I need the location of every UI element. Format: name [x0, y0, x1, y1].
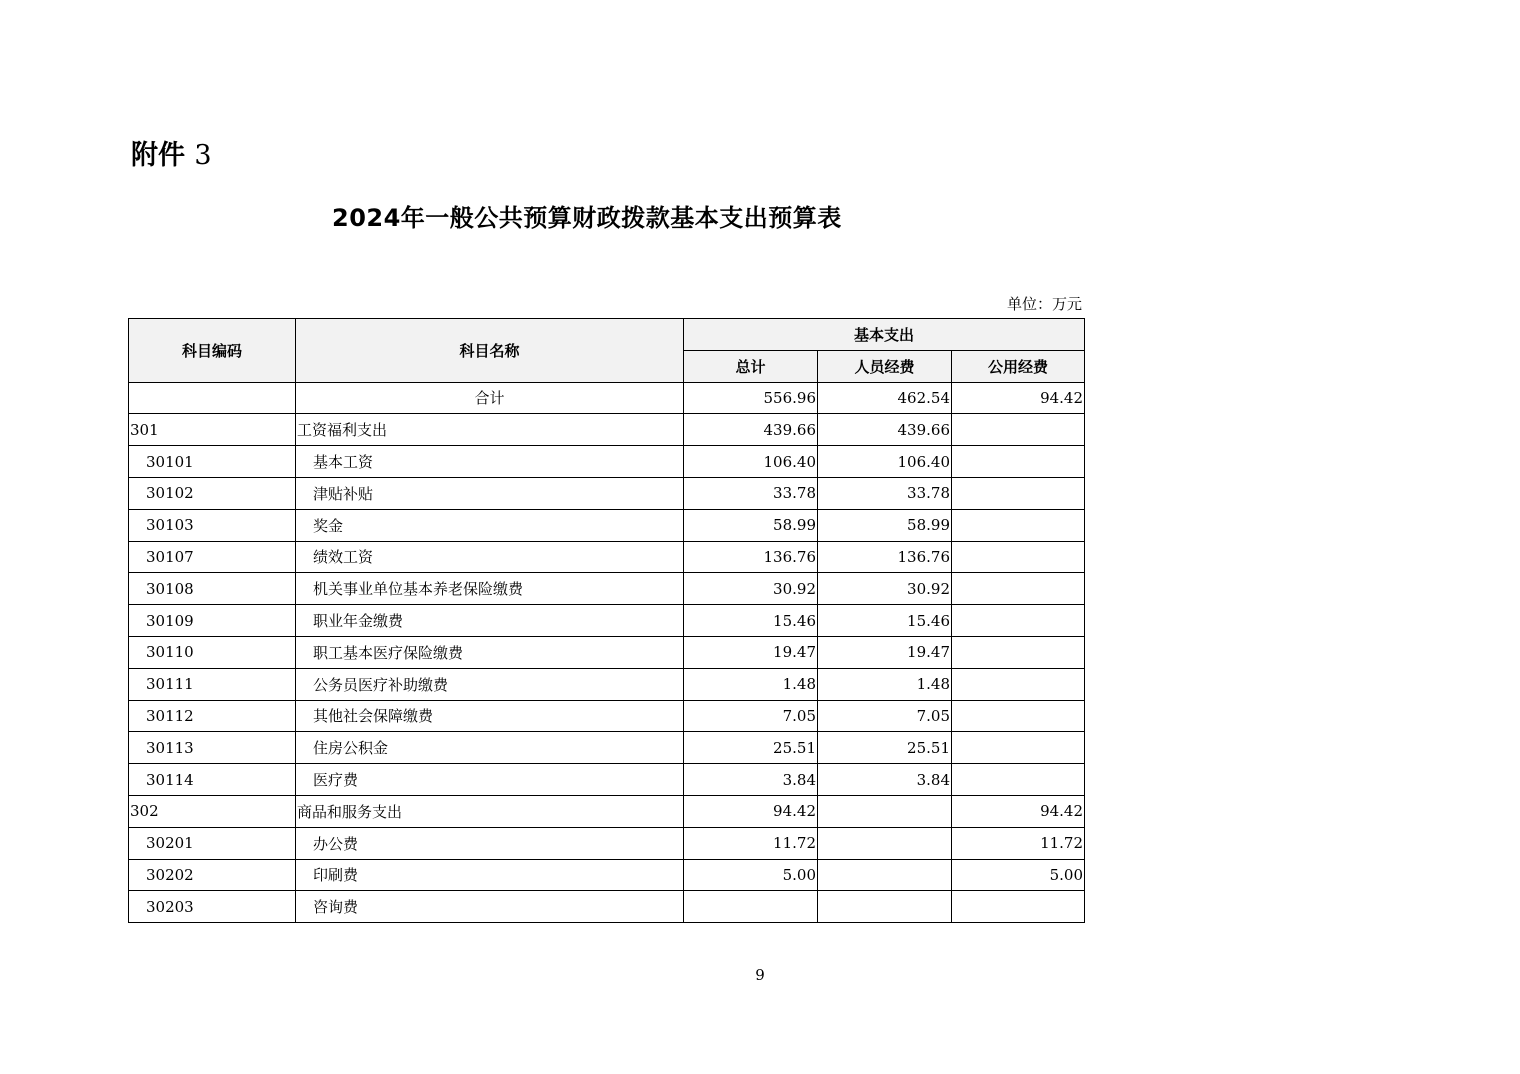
- budget-table: [128, 318, 1085, 923]
- row-code: 30110: [129, 636, 296, 668]
- row-total: 3.84: [684, 764, 818, 796]
- unit-label: 单位：万元: [1006, 295, 1082, 313]
- row-name: 咨询费: [296, 891, 684, 923]
- row-personnel: [818, 891, 952, 923]
- row-total: 136.76: [684, 541, 818, 573]
- table-row: [129, 446, 1085, 478]
- table-row: [129, 859, 1085, 891]
- table-row: [129, 668, 1085, 700]
- table-row: [129, 764, 1085, 796]
- header-code: 科目编码: [129, 319, 296, 383]
- row-public: [952, 668, 1085, 700]
- row-name: 职业年金缴费: [296, 605, 684, 637]
- row-public: [952, 541, 1085, 573]
- row-total: 11.72: [684, 827, 818, 859]
- document-title: 2024年一般公共预算财政拨款基本支出预算表: [332, 204, 842, 232]
- row-name: 住房公积金: [296, 732, 684, 764]
- row-name: 机关事业单位基本养老保险缴费: [296, 573, 684, 605]
- attachment-label-text: 附件: [131, 140, 185, 171]
- table-header-row-1: [129, 319, 1085, 351]
- row-total: 58.99: [684, 509, 818, 541]
- row-name: 工资福利支出: [296, 414, 684, 446]
- row-public: [952, 446, 1085, 478]
- row-code: 30113: [129, 732, 296, 764]
- row-public: [952, 509, 1085, 541]
- row-personnel: 136.76: [818, 541, 952, 573]
- row-name: 商品和服务支出: [296, 795, 684, 827]
- row-name: 公务员医疗补助缴费: [296, 668, 684, 700]
- header-personnel: 人员经费: [818, 350, 952, 382]
- row-name: 办公费: [296, 827, 684, 859]
- header-public: 公用经费: [952, 350, 1085, 382]
- row-code: 30107: [129, 541, 296, 573]
- row-code: 30111: [129, 668, 296, 700]
- row-total: 439.66: [684, 414, 818, 446]
- row-name: 医疗费: [296, 764, 684, 796]
- table-row: [129, 636, 1085, 668]
- row-personnel: [818, 827, 952, 859]
- header-total: 总计: [684, 350, 818, 382]
- row-total: 19.47: [684, 636, 818, 668]
- row-name: 其他社会保障缴费: [296, 700, 684, 732]
- table-row: [129, 732, 1085, 764]
- header-basic-expenditure: 基本支出: [684, 319, 1085, 351]
- row-personnel: [818, 795, 952, 827]
- row-code: 30103: [129, 509, 296, 541]
- row-public: [952, 700, 1085, 732]
- row-code: 30201: [129, 827, 296, 859]
- row-total: 1.48: [684, 668, 818, 700]
- summary-code: [129, 382, 296, 414]
- row-public: [952, 414, 1085, 446]
- row-code: 30102: [129, 477, 296, 509]
- row-personnel: 439.66: [818, 414, 952, 446]
- row-personnel: 106.40: [818, 446, 952, 478]
- row-personnel: 33.78: [818, 477, 952, 509]
- row-total: 25.51: [684, 732, 818, 764]
- row-public: 94.42: [952, 795, 1085, 827]
- row-personnel: 19.47: [818, 636, 952, 668]
- table-row: [129, 700, 1085, 732]
- row-public: [952, 636, 1085, 668]
- table-row: [129, 509, 1085, 541]
- table-row: [129, 477, 1085, 509]
- row-name: 基本工资: [296, 446, 684, 478]
- row-personnel: [818, 859, 952, 891]
- table-row: [129, 414, 1085, 446]
- row-total: 94.42: [684, 795, 818, 827]
- row-public: [952, 764, 1085, 796]
- row-name: 津贴补贴: [296, 477, 684, 509]
- row-public: [952, 732, 1085, 764]
- table-row: [129, 891, 1085, 923]
- row-public: 5.00: [952, 859, 1085, 891]
- summary-label: 合计: [296, 382, 684, 414]
- table-row: [129, 605, 1085, 637]
- row-public: 11.72: [952, 827, 1085, 859]
- row-name: 印刷费: [296, 859, 684, 891]
- row-code: 30112: [129, 700, 296, 732]
- row-name: 绩效工资: [296, 541, 684, 573]
- row-total: 106.40: [684, 446, 818, 478]
- summary-total: 556.96: [684, 382, 818, 414]
- table-row: [129, 573, 1085, 605]
- row-public: [952, 573, 1085, 605]
- row-public: [952, 605, 1085, 637]
- summary-row: [129, 382, 1085, 414]
- attachment-number: 3: [194, 140, 212, 171]
- row-personnel: 15.46: [818, 605, 952, 637]
- row-total: 30.92: [684, 573, 818, 605]
- row-code: 30108: [129, 573, 296, 605]
- row-personnel: 25.51: [818, 732, 952, 764]
- attachment-label: [131, 133, 212, 172]
- row-personnel: 30.92: [818, 573, 952, 605]
- page-number: 9: [755, 966, 765, 984]
- row-total: 5.00: [684, 859, 818, 891]
- row-code: 30202: [129, 859, 296, 891]
- table-row: [129, 827, 1085, 859]
- row-code: 30203: [129, 891, 296, 923]
- row-public: [952, 477, 1085, 509]
- row-code: 301: [129, 414, 296, 446]
- row-name: 奖金: [296, 509, 684, 541]
- table-row: [129, 795, 1085, 827]
- row-code: 30109: [129, 605, 296, 637]
- row-personnel: 7.05: [818, 700, 952, 732]
- summary-personnel: 462.54: [818, 382, 952, 414]
- row-personnel: 3.84: [818, 764, 952, 796]
- row-public: [952, 891, 1085, 923]
- row-total: 15.46: [684, 605, 818, 637]
- row-code: 302: [129, 795, 296, 827]
- row-personnel: 58.99: [818, 509, 952, 541]
- row-total: [684, 891, 818, 923]
- table-row: [129, 541, 1085, 573]
- row-code: 30101: [129, 446, 296, 478]
- row-total: 7.05: [684, 700, 818, 732]
- row-code: 30114: [129, 764, 296, 796]
- summary-public: 94.42: [952, 382, 1085, 414]
- row-personnel: 1.48: [818, 668, 952, 700]
- row-total: 33.78: [684, 477, 818, 509]
- header-name: 科目名称: [296, 319, 684, 383]
- row-name: 职工基本医疗保险缴费: [296, 636, 684, 668]
